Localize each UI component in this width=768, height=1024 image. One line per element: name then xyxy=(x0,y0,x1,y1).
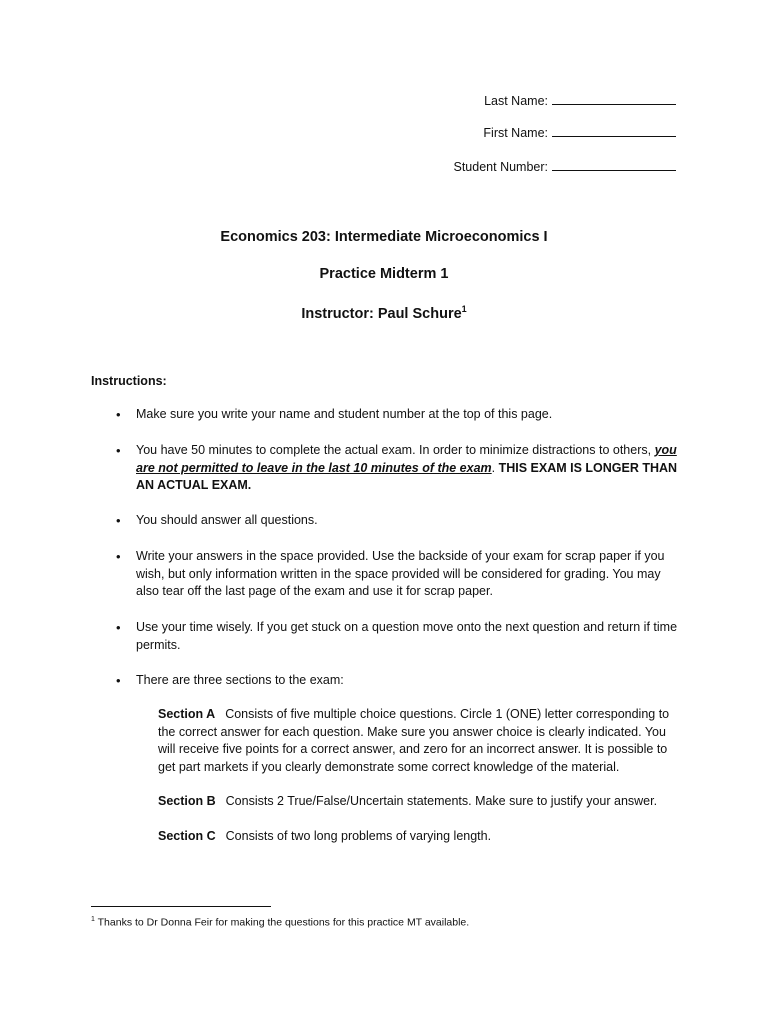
instructor-name: Instructor: Paul Schure xyxy=(301,305,462,322)
instruction-item-space: Write your answers in the space provided. Use the backside of your exam for scrap paper if you wish, but only information written in the space provided will be considered for grading. You may also tear off the last page of the exam and use it for scrap paper. xyxy=(136,549,665,598)
instruction-time-text: You have 50 minutes to complete the actual exam. In order to minimize distractions to others, xyxy=(136,443,655,457)
footnote xyxy=(91,916,469,929)
bullet-icon: • xyxy=(116,673,121,688)
first-name-field xyxy=(483,126,676,140)
section-c-text: Consists of two long problems of varying length. xyxy=(225,829,492,843)
section-a-text: Consists of five multiple choice questions. Circle 1 (ONE) letter corresponding to the correct answer for each question. Make sure you answer choice is clearly indicated. You will receive five points for a correct answer, and zero for an incorrect answer. It is possible to get part markets if you clearly demonstrate some correct knowledge of the material. xyxy=(158,707,670,774)
instruction-item-sections: There are three sections to the exam: xyxy=(136,673,344,687)
exam-title: Practice Midterm 1 xyxy=(319,266,449,282)
student-number-field xyxy=(454,160,677,174)
instruction-item-time-wisely: Use your time wisely. If you get stuck on a question move onto the next question and return if time permits. xyxy=(136,620,678,652)
last-name-label: Last Name: xyxy=(484,94,548,108)
section-b-description xyxy=(158,793,683,811)
section-c-description xyxy=(158,828,683,846)
first-name-label: First Name: xyxy=(483,126,548,140)
first-name-blank-line xyxy=(552,126,676,137)
last-name-blank-line xyxy=(552,94,676,105)
bullet-icon: • xyxy=(116,549,121,564)
instruction-time-period: . xyxy=(491,460,499,475)
footnote-divider xyxy=(91,906,271,907)
instructor-footnote-mark: 1 xyxy=(461,304,467,314)
instruction-item-answer-all: You should answer all questions. xyxy=(136,513,318,527)
instructions-heading: Instructions: xyxy=(91,374,167,388)
bullet-icon: • xyxy=(116,513,121,528)
student-number-blank-line xyxy=(552,160,676,171)
section-b-text: Consists 2 True/False/Uncertain statements. Make sure to justify your answer. xyxy=(225,794,658,808)
section-a-description xyxy=(158,706,683,776)
instruction-time-warning: THIS EXAM IS LONGER THAN AN ACTUAL EXAM. xyxy=(136,460,678,492)
instruction-item-name: Make sure you write your name and student number at the top of this page. xyxy=(136,407,553,421)
footnote-mark: 1 xyxy=(91,916,95,923)
instruction-time-emphasis: you are not permitted to leave in the last 10 minutes of the exam xyxy=(136,443,677,475)
instruction-item-time xyxy=(136,442,681,495)
course-title: Economics 203: Intermediate Microeconomics I xyxy=(220,229,548,245)
bullet-icon: • xyxy=(116,407,121,422)
instructor-line xyxy=(0,304,768,322)
footnote-text: Thanks to Dr Donna Feir for making the questions for this practice MT available. xyxy=(94,916,470,929)
student-number-label: Student Number: xyxy=(453,160,548,174)
last-name-field xyxy=(484,94,676,108)
section-b-label: Section B xyxy=(158,794,216,808)
section-a-label: Section A xyxy=(158,707,216,721)
section-c-label: Section C xyxy=(158,829,216,843)
bullet-icon: • xyxy=(116,443,121,458)
bullet-icon: • xyxy=(116,620,121,635)
